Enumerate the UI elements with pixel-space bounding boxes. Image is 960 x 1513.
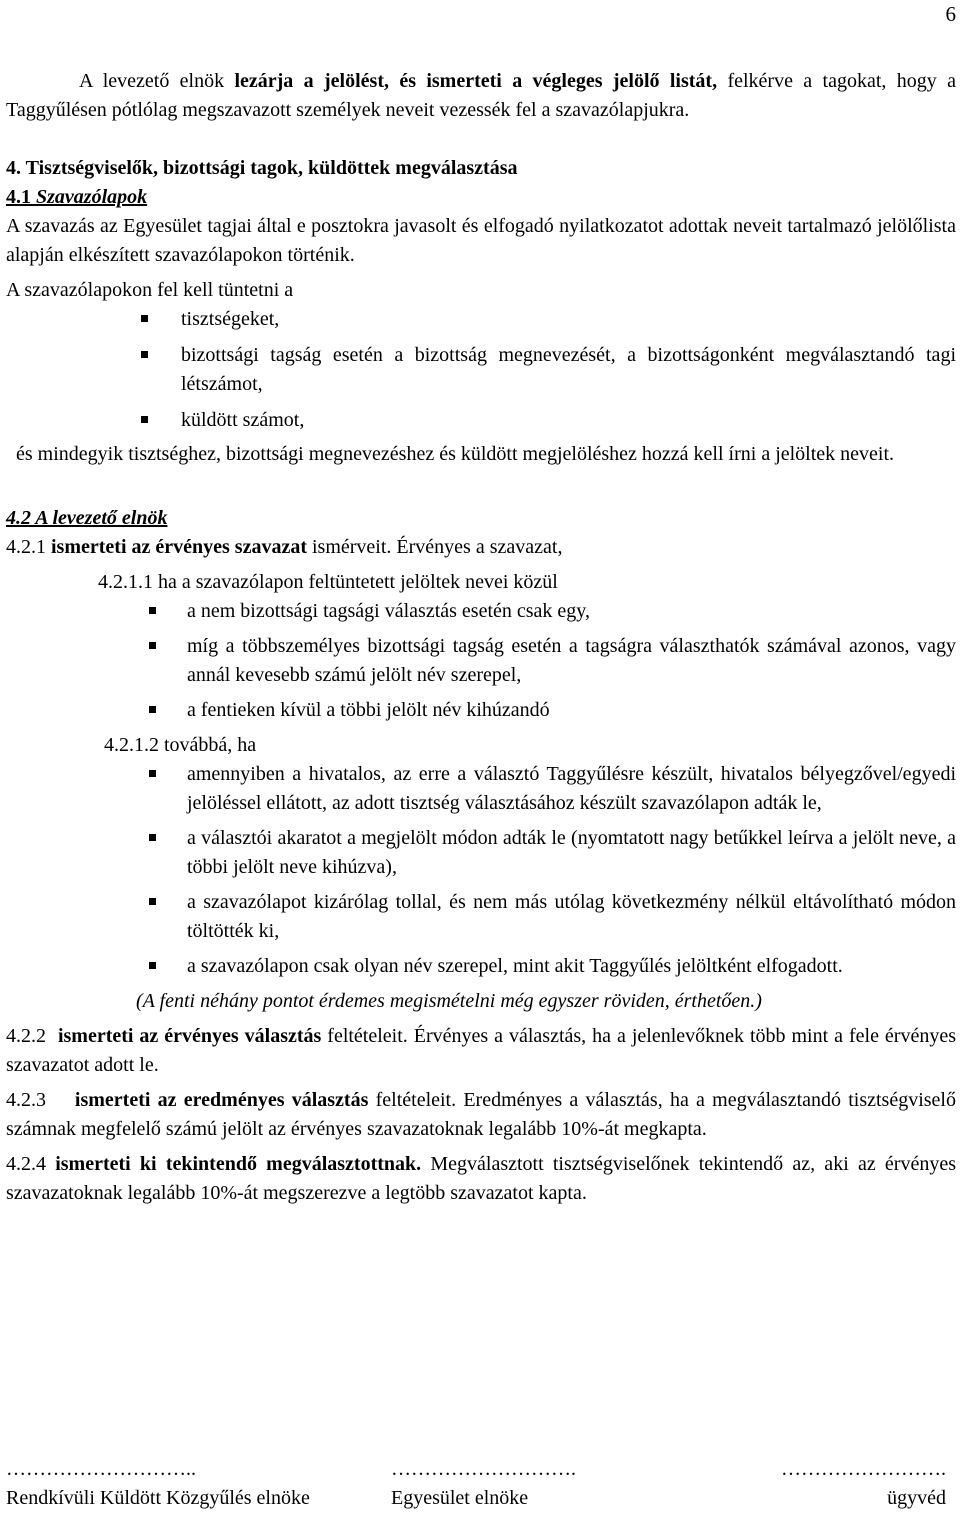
role-lawyer: ügyvéd <box>887 1487 946 1509</box>
list-item: tisztségeket, <box>181 305 956 334</box>
role-president: Egyesület elnöke <box>391 1487 529 1509</box>
section-4-2-1-text: ismérveit. Érvényes a szavazat, <box>307 536 563 558</box>
section-4-title: 4. Tisztségviselők, bizottsági tagok, küldöttek megválasztása <box>6 157 518 179</box>
page-number: 6 <box>945 2 956 26</box>
section-4-1-number: 4.1 <box>6 186 31 208</box>
section-4-2-4-bold: ismerteti ki tekintendő megválasztottnak. <box>55 1153 422 1175</box>
section-4-2-3-number: 4.2.3 <box>6 1089 75 1111</box>
list-item: a választói akaratot a megjelölt módon adták le (nyomtatott nagy betűkkel leírva a jelölt neve, a többi jelölt neve kihúzva), <box>187 824 956 882</box>
section-4-2-title: 4.2 A levezető elnök <box>6 507 168 529</box>
list-item: a szavazólapon csak olyan név szerepel, mint akit Taggyűlés jelöltként elfogadott. <box>187 952 956 981</box>
section-4-1-paragraph: A szavazás az Egyesület tagjai által e posztokra javasolt és elfogadó nyilatkozatot adottak neveit tartalmazó jelölőlista alapján elkészített szavazólapokon történik. <box>6 215 956 266</box>
section-4-2-1-number: 4.2.1 <box>6 536 51 558</box>
list-item: amennyiben a hivatalos, az erre a választó Taggyűlésre készült, hivatalos bélyegzővel/egyedi jelöléssel ellátott, az adott tisztség választásához készült szavazólapon adták le, <box>187 760 956 818</box>
section-4-2-1 <box>6 533 956 562</box>
signature-lines <box>6 1455 946 1484</box>
section-4-2-1-1: 4.2.1.1 ha a szavazólapon feltüntetett jelöltek nevei közül <box>98 571 558 593</box>
intro-text-a: A levezető elnök <box>79 70 235 92</box>
section-4-2-4 <box>6 1150 956 1208</box>
section-4-1-title <box>6 183 956 212</box>
section-4-2-3 <box>6 1086 956 1144</box>
section-4-1-label: Szavazólapok <box>36 186 148 208</box>
section-4-2-3-bold: ismerteti az eredményes választás <box>74 1089 369 1111</box>
document-body <box>6 67 956 1208</box>
role-chair: Rendkívüli Küldött Közgyűlés elnöke <box>6 1487 310 1509</box>
section-4-2-4-number: 4.2.4 <box>6 1153 56 1175</box>
section-4-2-1-bold: ismerteti az érvényes szavazat <box>51 536 307 558</box>
valid-vote-list-1 <box>187 597 956 725</box>
list-intro: A szavazólapokon fel kell tüntetni a <box>6 279 294 301</box>
section-4-2-2 <box>6 1022 956 1080</box>
section-4-2-4-text: Megválasztott tisztségviselőnek tekintendő az, aki az érvényes szavazatoknak legalább 10%-át megszerezve a legtöbb szavazatot kapta. <box>6 1153 956 1204</box>
list-item: a nem bizottsági tagsági választás esetén csak egy, <box>187 597 956 626</box>
section-4-2-2-number: 4.2.2 <box>6 1025 58 1047</box>
list-item: a szavazólapot kizárólag tollal, és nem más utólag következmény nélkül eltávolítható módon töltötték ki, <box>187 888 956 946</box>
intro-text-bold: lezárja a jelölést, és ismerteti a végleges jelölő listát, <box>234 70 718 92</box>
section-4-2-3-text: feltételeit. Eredményes a választás, ha a megválasztandó tisztségviselő számnak megfelelő számú jelölt az érvényes szavazatoknak legalább 10%-át megkapta. <box>6 1089 956 1140</box>
signature-line-lawyer: ……………………. <box>781 1458 946 1480</box>
section-4-2-1-2: 4.2.1.2 továbbá, ha <box>104 734 257 756</box>
section-4-2-2-bold: ismerteti az érvényes választás <box>57 1025 322 1047</box>
list-item: bizottsági tagság esetén a bizottság megnevezését, a bizottságonként megválasztandó tagi létszámot, <box>181 341 956 399</box>
list-item: küldött számot, <box>181 406 956 435</box>
list-item: a fentieken kívül a többi jelölt név kihúzandó <box>187 696 956 725</box>
signature-line-president: ………………………. <box>391 1458 576 1480</box>
after-list-paragraph: és mindegyik tisztséghez, bizottsági megnevezéshez és küldött megjelöléshez hozzá kell írni a jelöltek neveit. <box>16 443 895 465</box>
section-4-2-2-text: feltételeit. Érvényes a választás, ha a jelenlevőknek több mint a fele érvényes szavazatot adott le. <box>6 1025 956 1076</box>
signature-line-chair: ……………………….. <box>6 1458 196 1480</box>
list-item: míg a többszemélyes bizottsági tagság esetén a tagságra választhatók számával azonos, vagy annál kevesebb számú jelölt név szerepel, <box>187 632 956 690</box>
ballot-contents-list <box>181 305 956 435</box>
intro-text-c: felkérve a tagokat, hogy a Taggyűlésen pótlólag megszavazott személyek neveit vezessék fel a szavazólapjukra. <box>6 70 956 121</box>
valid-vote-list-2 <box>187 760 956 981</box>
intro-paragraph <box>6 67 956 125</box>
italic-note: (A fenti néhány pontot érdemes megismételni még egyszer röviden, érthetően.) <box>136 990 762 1012</box>
signature-block <box>6 1455 946 1513</box>
signature-roles <box>6 1484 946 1513</box>
